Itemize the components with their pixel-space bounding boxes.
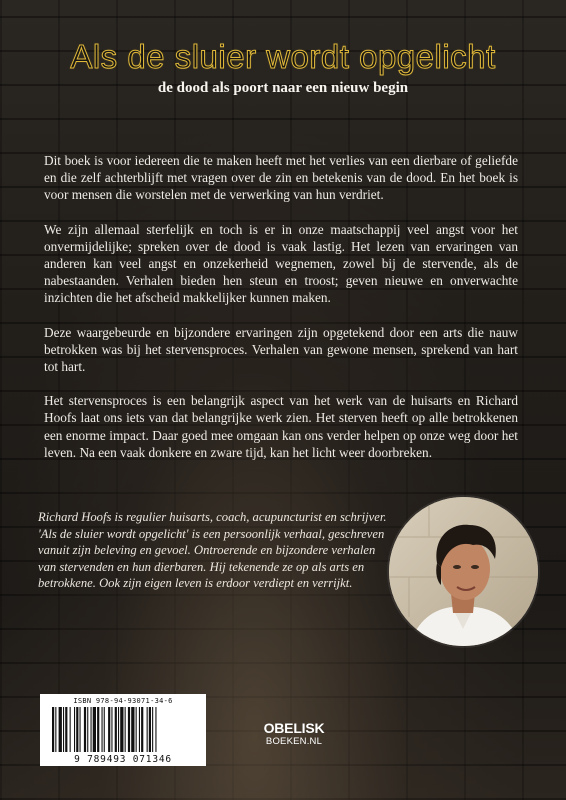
blurb-paragraph: Deze waargebeurde en bijzondere ervaringen zijn opgetekend door een arts die nauw betrokken was bij het stervensproces. Verhalen van gewone mensen, sprekend van hart tot hart. (44, 324, 518, 375)
publisher-website: BOEKEN.NL (265, 736, 323, 747)
author-portrait-image (389, 497, 538, 646)
author-portrait (389, 497, 538, 646)
blurb-text (44, 152, 518, 478)
publisher-name: OBELISK (263, 720, 325, 736)
author-bio-text: Richard Hoofs is regulier huisarts, coach, acupuncturist en schrijver. 'Als de sluier wordt opgelicht' is een persoonlijk verhaal, geschreven vanuit zijn beleving en gevoel. Ontroerende en bijzondere verhalen van stervenden en hun dierbaren. Hij tekenende ze op als arts en betrokkene. Ook zijn eigen leven is erdoor verdiept en verrijkt. (38, 510, 387, 591)
blurb-paragraph: We zijn allemaal sterfelijk en toch is er in onze maatschappij veel angst voor het onvermijdelijke; spreken over de dood is vaak lastig. Het lezen van ervaringen van anderen kan veel angst en onzekerheid wegnemen, zowel bij de stervende, als de nabestaanden. Verhalen bieden hen steun en troost; geven nieuwe en onverwachte inzichten die het afscheid makkelijker kunnen maken. (44, 221, 518, 306)
publisher-logo (259, 721, 329, 747)
blurb-paragraph: Het stervensproces is een belangrijk aspect van het werk van de huisarts en Richard Hoofs laat ons iets van dat belangrijke werk zien. Het sterven heeft op alle betrokkenen een enorme impact. Daar goed mee omgaan kan ons verder helpen op onze weg door het leven. Na een vaak donkere en zware tijd, kan het licht weer doorbreken. (44, 393, 518, 460)
isbn-barcode (40, 694, 206, 766)
author-bio (38, 509, 390, 592)
book-title: Als de sluier wordt opgelicht (70, 38, 496, 75)
barcode-number: 9 789493 071346 (74, 754, 172, 765)
book-subtitle: de dood als poort naar een nieuw begin (157, 80, 409, 96)
isbn-label: ISBN 978-94-93071-34-6 (73, 697, 173, 705)
blurb-paragraph: Dit boek is voor iedereen die te maken heeft met het verlies van een dierbare of geliefde en die zelf achterblijft met vragen over de zin en betekenis van de dood. En het boek is voor mensen die worstelen met de verwerking van hun verdriet. (44, 153, 518, 203)
